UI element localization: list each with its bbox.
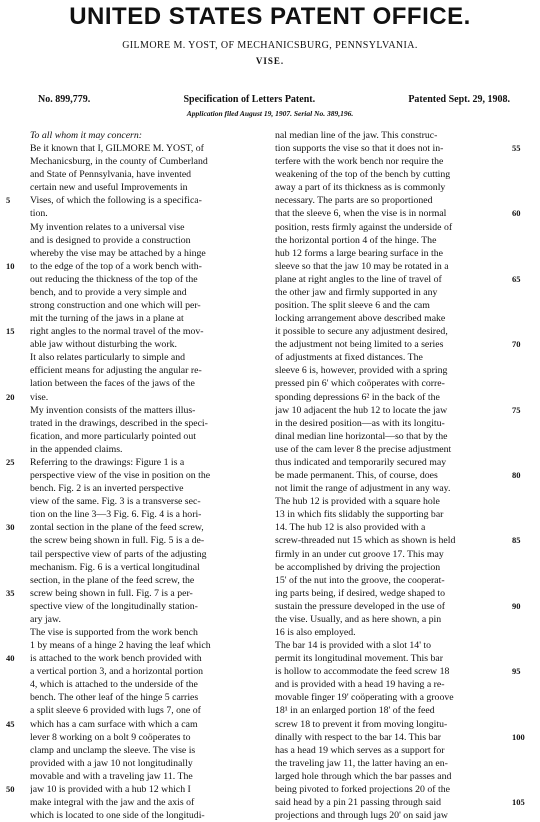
right-column-text-line: the adjustment not being limited to a series bbox=[275, 339, 444, 351]
line-number: 90 bbox=[512, 600, 521, 611]
left-column-text-line: clamp and unclamp the sleeve. The vise is bbox=[30, 744, 196, 756]
right-column-text-line: is hollow to accommodate the feed screw 18 bbox=[275, 666, 450, 678]
right-column-text-line: ing parts being, if desired, wedge shaped to bbox=[275, 587, 446, 599]
right-column-text-line: 16 is also employed. bbox=[275, 626, 356, 638]
left-column-text-line: 4, which is attached to the underside of the bbox=[30, 679, 198, 691]
left-column-text-line: the screw being shown in full. Fig. 5 is a de- bbox=[30, 535, 205, 547]
left-column-text-line: and is designed to provide a construction bbox=[30, 234, 191, 246]
right-column-text-line: tion supports the vise so that it does not in- bbox=[275, 143, 444, 155]
left-column-text-line: My invention consists of the matters illus- bbox=[30, 404, 196, 416]
left-column-text-line: strong construction and one which will per- bbox=[30, 300, 201, 312]
line-number: 45 bbox=[6, 718, 15, 729]
patent-number: No. 899,779. bbox=[38, 94, 91, 105]
right-column-text-line: said head by a pin 21 passing through said bbox=[275, 796, 441, 808]
left-column-text-line: is attached to the work bench provided with bbox=[30, 653, 202, 665]
right-column-text-line: The hub 12 is provided with a square hole bbox=[275, 496, 440, 508]
left-column-text-line: fication, and more particularly pointed out bbox=[30, 430, 196, 442]
left-column-text-line: The vise is supported from the work bench bbox=[30, 626, 198, 638]
left-column-text-line: efficient means for adjusting the angular re- bbox=[30, 365, 202, 377]
left-column-text-line: a vertical portion 3, and a horizontal portion bbox=[30, 666, 204, 678]
line-number: 30 bbox=[6, 522, 15, 533]
left-column-text-line: lever 8 working on a bolt 9 coöperates to bbox=[30, 731, 191, 743]
left-column-text-line: lation between the faces of the jaws of the bbox=[30, 378, 195, 390]
right-column-text-line: the horizontal portion 4 of the hinge. The bbox=[275, 234, 437, 246]
right-column-text-line: and is provided with a head 19 having a re- bbox=[275, 679, 445, 691]
left-column-text-line: certain new and useful Improvements in bbox=[30, 182, 188, 194]
right-column-text-line: The bar 14 is provided with a slot 14' to bbox=[275, 640, 432, 652]
left-column-text-line: bench. Fig. 2 is an inverted perspective bbox=[30, 483, 184, 495]
right-column-text-line: plane at right angles to the line of travel of bbox=[275, 273, 442, 285]
right-column-text-line: pressed pin 6' which coöperates with corre- bbox=[275, 378, 445, 390]
line-number: 95 bbox=[512, 666, 521, 677]
subject-title: VISE. bbox=[255, 56, 285, 66]
right-column-text-line: jaw 10 adjacent the hub 12 to locate the jaw bbox=[275, 404, 448, 416]
right-column-text-line: sleeve 6 is, however, provided with a spring bbox=[275, 365, 448, 377]
right-column-text-line: hub 12 forms a large bearing surface in the bbox=[275, 247, 443, 259]
right-column-text-line: permit its longitudinal movement. This bar bbox=[275, 653, 443, 665]
right-column-text-line: has a head 19 which serves as a support for bbox=[275, 744, 445, 756]
line-number: 55 bbox=[512, 143, 521, 154]
left-column-text-line: in the appended claims. bbox=[30, 443, 123, 455]
left-column-text-line: Be it known that I, GILMORE M. YOST, of bbox=[30, 143, 204, 155]
left-column-text-line: mit the turning of the jaws in a plane at bbox=[30, 313, 184, 325]
left-column-text-line: bench, and to provide a very simple and bbox=[30, 286, 187, 298]
left-column-text-line: Mechanicsburg, in the county of Cumberland bbox=[30, 156, 208, 168]
left-column-text-line: make integral with the jaw and the axis of bbox=[30, 796, 195, 808]
left-column-text-line: zontal section in the plane of the feed screw, bbox=[30, 522, 204, 534]
right-column-text-line: 15' of the nut into the groove, the cooperat- bbox=[275, 574, 445, 586]
line-number: 105 bbox=[512, 797, 525, 808]
right-column-text-line: movable finger 19' coöperating with a groove bbox=[275, 692, 454, 704]
right-column-text-line: dinally with respect to the bar 14. This bar bbox=[275, 731, 442, 743]
line-number: 60 bbox=[512, 208, 521, 219]
left-column-text-line: Vises, of which the following is a specifica- bbox=[30, 195, 202, 207]
right-column-text-line: use of the cam lever 8 the precise adjustment bbox=[275, 443, 452, 455]
left-column-text-line: ary jaw. bbox=[30, 613, 61, 625]
right-column-text-line: locking arrangement above described make bbox=[275, 313, 446, 325]
left-column-text-line: tail perspective view of parts of the adjusting bbox=[30, 548, 207, 560]
right-column-text-line: sustain the pressure developed in the use of bbox=[275, 600, 446, 612]
right-column-text-line: in the desired position—as with its longitu- bbox=[275, 417, 445, 429]
right-column-text-line: 14. The hub 12 is also provided with a bbox=[275, 522, 426, 534]
right-column-text-line: away a part of its thickness as is commonly bbox=[275, 182, 446, 194]
line-number: 50 bbox=[6, 784, 15, 794]
left-column-text-line: section, in the plane of the feed screw, the bbox=[30, 574, 195, 586]
patented-date: Patented Sept. 29, 1908. bbox=[408, 94, 510, 105]
left-column-text-line: perspective view of the vise in position on the bbox=[30, 470, 211, 482]
left-column-text-line: movable and with a traveling jaw 11. The bbox=[30, 770, 193, 782]
right-column-text-line: terfere with the work bench nor require the bbox=[275, 156, 444, 168]
left-column-text-line: trated in the drawings, described in the speci- bbox=[30, 417, 208, 429]
left-column-text-line: mechanism. Fig. 6 is a vertical longitudinal bbox=[30, 561, 200, 573]
line-number: 70 bbox=[512, 339, 521, 350]
left-column-text-line: able jaw without disturbing the work. bbox=[30, 339, 177, 351]
right-column-text-line: thus indicated and temporarily secured may bbox=[275, 456, 447, 468]
left-column-text-line: screw being shown in full. Fig. 7 is a per- bbox=[30, 587, 193, 599]
right-column-text-line: that the sleeve 6, when the vise is in normal bbox=[275, 208, 447, 220]
left-column-text-line: To all whom it may concern: bbox=[30, 130, 143, 141]
right-column-text-line: nal median line of the jaw. This construc- bbox=[275, 130, 438, 141]
line-number: 25 bbox=[6, 457, 15, 467]
left-column-text-line: My invention relates to a universal vise bbox=[30, 221, 185, 233]
left-column bbox=[30, 129, 262, 822]
line-number: 5 bbox=[6, 195, 11, 206]
application-line: Application filed August 19, 1907. Serial No. 389,196. bbox=[186, 109, 354, 118]
right-column-text-line: screw-threaded nut 15 which as shown is held bbox=[275, 535, 456, 547]
left-column-text-line: view of the same. Fig. 3 is a transverse sec- bbox=[30, 496, 201, 508]
line-number: 40 bbox=[6, 653, 15, 664]
right-column-text-line: not limit the range of adjustment in any way. bbox=[275, 483, 451, 495]
right-column-text-line: 13 in which fits slidably the supporting bar bbox=[275, 509, 444, 521]
left-column-text-line: spective view of the longitudinally station- bbox=[30, 600, 198, 612]
left-column-text-line: to the edge of the top of a work bench with- bbox=[30, 260, 202, 272]
left-column-text-line: 1 by means of a hinge 2 having the leaf which bbox=[30, 640, 211, 652]
line-number: 20 bbox=[6, 391, 15, 402]
right-column-text-line: projections and through lugs 20' on said jaw bbox=[275, 810, 448, 822]
right-column-text-line: it possible to secure any adjustment desired, bbox=[275, 326, 448, 338]
line-number: 65 bbox=[512, 273, 521, 284]
right-column bbox=[275, 129, 510, 822]
left-column-text-line: out reducing the thickness of the top of the bbox=[30, 273, 198, 285]
right-column-text-line: sponding depressions 6² in the back of the bbox=[275, 391, 440, 403]
left-column-text-line: which is located to one side of the longitudi- bbox=[30, 810, 205, 822]
right-column-text-line: be accomplished by driving the projection bbox=[275, 561, 441, 573]
left-column-text-line: and State of Pennsylvania, have invented bbox=[30, 169, 192, 181]
line-number: 80 bbox=[512, 470, 521, 481]
line-number: 100 bbox=[512, 731, 525, 742]
line-number: 10 bbox=[6, 260, 15, 271]
left-column-text-line: provided with a jaw 10 not longitudinally bbox=[30, 757, 193, 769]
left-column-text-line: It also relates particularly to simple and bbox=[30, 352, 186, 364]
line-number: 75 bbox=[512, 404, 521, 415]
right-column-text-line: of adjustments at fixed distances. The bbox=[275, 352, 423, 364]
left-column-text-line: a split sleeve 6 provided with lugs 7, one of bbox=[30, 705, 201, 717]
right-column-text-line: the vise. Usually, and as here shown, a pin bbox=[275, 613, 442, 625]
right-column-text-line: the traveling jaw 11, the latter having an en- bbox=[275, 757, 448, 769]
right-column-text-line: 18¹ in an enlarged portion 18' of the feed bbox=[275, 705, 435, 717]
left-column-text-line: right angles to the normal travel of the mov- bbox=[30, 326, 204, 338]
right-column-text-line: larged hole through which the bar passes and bbox=[275, 770, 452, 782]
left-column-text-line: Referring to the drawings: Figure 1 is a bbox=[30, 456, 185, 468]
left-column-text-line: bench. The other leaf of the hinge 5 carries bbox=[30, 692, 199, 704]
left-column-text-line: vise. bbox=[30, 391, 49, 403]
right-column-text-line: screw 18 to prevent it from moving longitu- bbox=[275, 718, 448, 730]
right-column-text-line: firmly in an under cut groove 17. This may bbox=[275, 548, 444, 560]
right-column-text-line: necessary. The parts are so proportioned bbox=[275, 195, 433, 207]
left-column-text-line: tion. bbox=[30, 208, 48, 220]
inventor-line: GILMORE M. YOST, OF MECHANICSBURG, PENNSYLVANIA. bbox=[122, 40, 418, 51]
left-column-text-line: jaw 10 is provided with a hub 12 which I bbox=[30, 783, 191, 795]
line-number: 35 bbox=[6, 587, 15, 598]
right-column-text-line: dinal median line horizontal—so that by the bbox=[275, 430, 448, 442]
left-column-text-line: tion on the line 3—3 Fig. 6. Fig. 4 is a hori- bbox=[30, 509, 202, 521]
left-column-text-line: which has a cam surface with which a cam bbox=[30, 718, 198, 730]
right-column-text-line: being pivoted to forked projections 20 of the bbox=[275, 783, 450, 795]
right-column-text-line: position. The split sleeve 6 and the cam bbox=[275, 300, 430, 312]
line-number: 85 bbox=[512, 535, 521, 546]
right-column-text-line: be made permanent. This, of course, does bbox=[275, 470, 438, 482]
specification-line bbox=[38, 94, 510, 105]
right-column-text-line: position, rests firmly against the underside of bbox=[275, 221, 453, 233]
patent-office-title: UNITED STATES PATENT OFFICE. bbox=[69, 3, 471, 30]
right-column-text-line: the other jaw and firmly supported in any bbox=[275, 286, 438, 298]
line-number: 15 bbox=[6, 326, 15, 337]
right-column-text-line: weakening of the top of the bench by cutting bbox=[275, 169, 451, 181]
spec-label: Specification of Letters Patent. bbox=[183, 94, 316, 105]
left-column-text-line: whereby the vise may be attached by a hinge bbox=[30, 247, 206, 259]
right-column-text-line: sleeve so that the jaw 10 may be rotated in a bbox=[275, 260, 449, 272]
